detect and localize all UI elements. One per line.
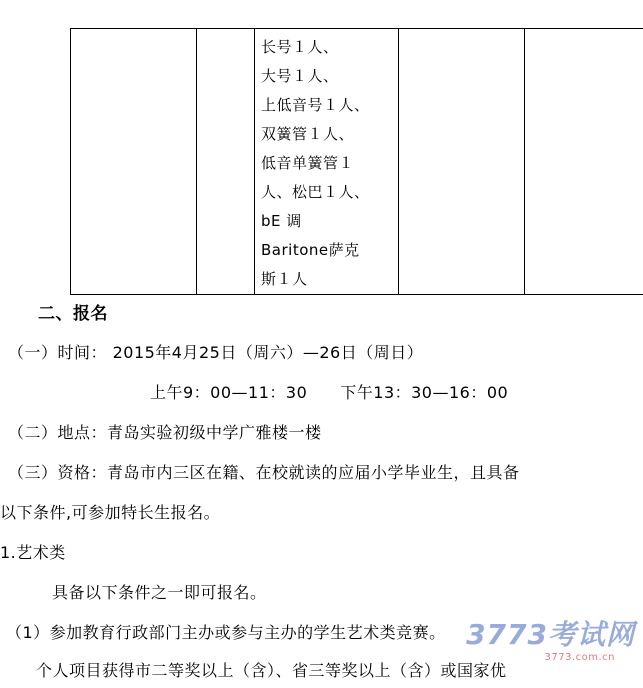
time-hours: 上午9：00—11：30 下午13：30—16：00	[150, 383, 509, 402]
table-cell	[525, 29, 643, 295]
place-line: （二）地点：青岛实验初级中学广雅楼一楼	[8, 423, 322, 442]
watermark-url: 3773.com.cn	[544, 652, 615, 663]
table-cell	[399, 29, 525, 295]
instrument-line: 低音单簧管１	[261, 154, 355, 172]
time-line: （一）时间： 2015年4月25日（周六）—26日（周日）	[8, 343, 424, 362]
section-heading: 二、报名	[38, 304, 108, 324]
art-category-heading: 1.艺术类	[0, 543, 66, 562]
instrument-list-cell	[255, 29, 399, 295]
qualification-line-2: 以下条件,可参加特长生报名。	[0, 503, 221, 522]
table-cell	[197, 29, 255, 295]
instrument-line: 斯１人	[261, 270, 308, 288]
item-1-continued: 个人项目获得市二等奖以上（含）、省三等奖以上（含）或国家优	[36, 661, 507, 680]
instrument-line: 人、松巴１人、	[261, 183, 370, 201]
instrument-line: 上低音号１人、	[261, 96, 370, 114]
instrument-line: 双簧管１人、	[261, 125, 355, 143]
instrument-line: 大号１人、	[261, 67, 339, 85]
instrument-table	[70, 28, 643, 295]
instrument-line: Baritone萨克	[261, 241, 360, 259]
instrument-line: 长号１人、	[261, 38, 339, 56]
instrument-line: bE 调	[261, 212, 302, 230]
table-cell	[71, 29, 197, 295]
qualification-line-1: （三）资格：青岛市内三区在籍、在校就读的应届小学毕业生，且具备	[8, 463, 520, 482]
watermark-logo: 3773考试网	[466, 618, 635, 651]
art-intro: 具备以下条件之一即可报名。	[52, 583, 267, 602]
item-1: （1）参加教育行政部门主办或参与主办的学生艺术类竞赛。	[6, 623, 446, 642]
